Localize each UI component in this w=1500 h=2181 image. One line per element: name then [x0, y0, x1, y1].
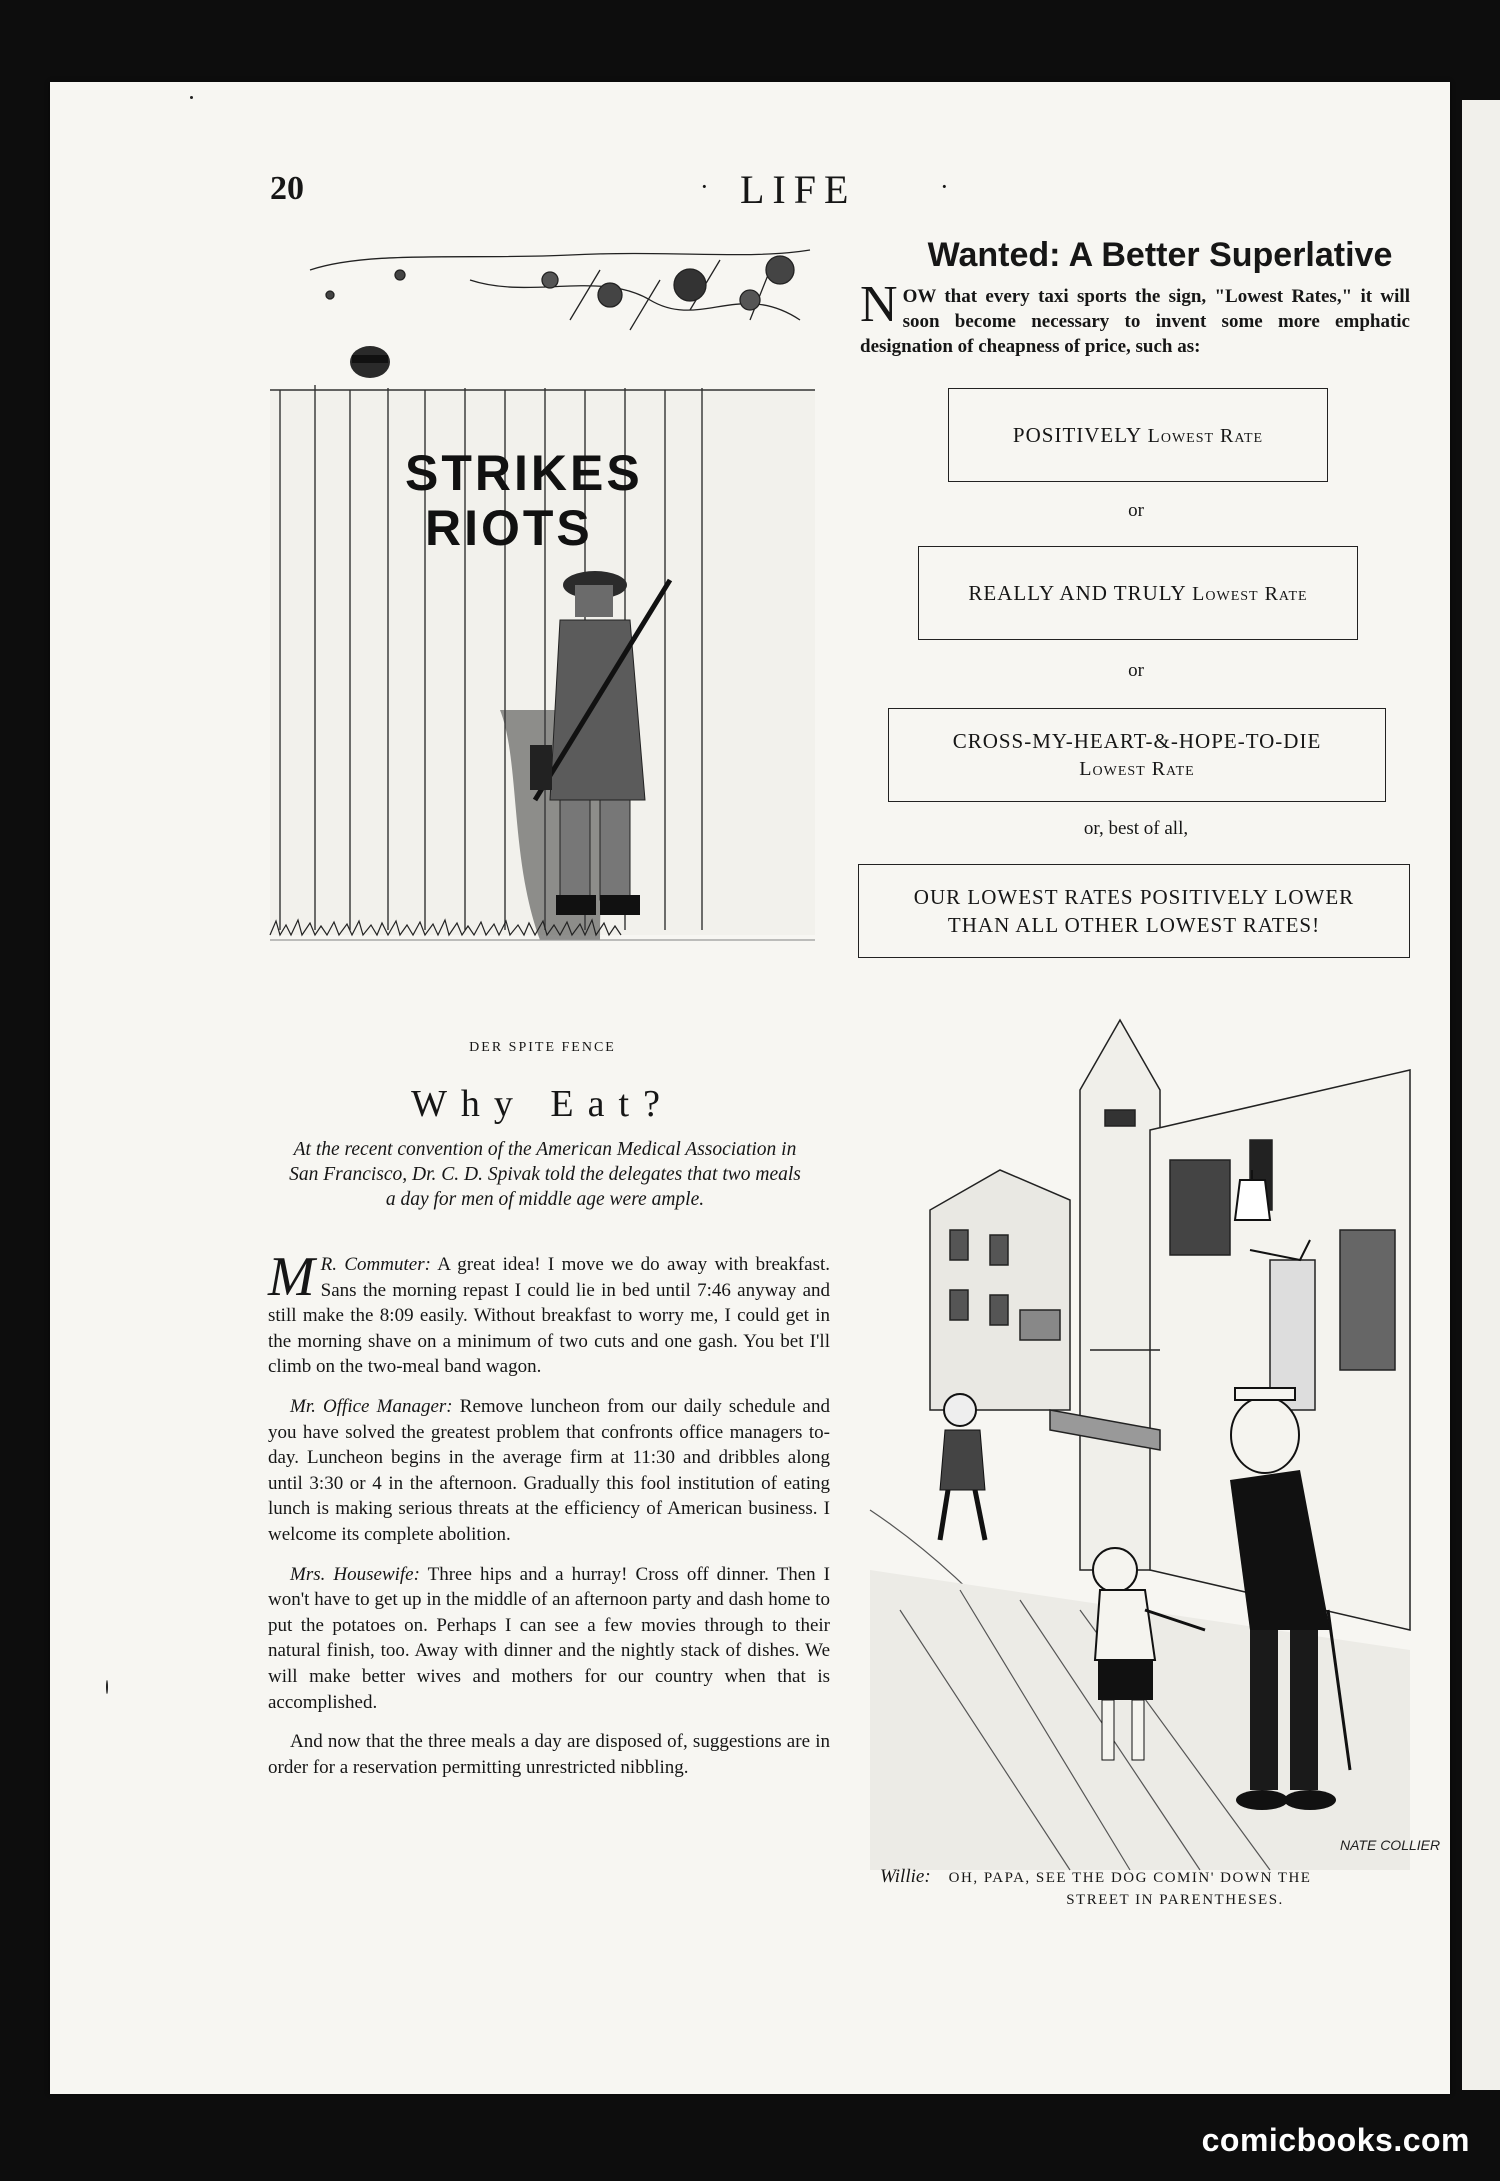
rate-box-line	[949, 421, 1327, 450]
caption-line2: STREET IN PARENTHESES.	[1066, 1892, 1284, 1908]
rate-box-lowest-rates	[858, 864, 1410, 958]
spite-fence-cartoon	[270, 240, 815, 1030]
rate-box-cross-my-heart	[888, 708, 1386, 802]
facing-page-edge	[1462, 100, 1500, 2090]
caption-speaker: Willie:	[880, 1866, 931, 1887]
rate-box-positively	[948, 388, 1328, 482]
rate-box-line2: THAN ALL OTHER LOWEST RATES!	[947, 913, 1321, 937]
speaker-commuter: R. Commuter:	[320, 1254, 431, 1275]
superlative-title: Wanted: A Better Superlative	[927, 236, 1393, 274]
rate-box-really-truly	[918, 546, 1358, 640]
paragraph-text: A great idea! I move we do away with breakfast. Sans the morning repast I could lie in bed until 7:46 anyway and still make the 8:09 easily. Without breakfast to worry me, I could get in the morning shave on a minimum of two cuts and one gash. You bet I'll climb on the two-meal band wagon.	[268, 1254, 830, 1378]
rate-box-main: OUR LOWEST RATES POSITIVELY LOWER	[913, 885, 1355, 909]
masthead-dot-right: ·	[940, 172, 949, 201]
paragraph-text: Remove luncheon from our daily schedule and you have solved the greatest problem that confronts office managers to-day. Luncheon begins in the average firm at 11:30 and dribbles along until 3:30 or 4 in the afternoon. Gradually this fool institution of eating lunch is making serious threats at the efficiency of American business. I welcome its complete abolition.	[268, 1395, 830, 1545]
fence-cartoon-caption: DER SPITE FENCE	[469, 1040, 616, 1055]
paragraph-text: Three hips and a hurray! Cross off dinner. Then I won't have to get up in the middle of an afternoon party and dash home to put the potatoes on. Perhaps I can see a few movies through to their natural finish, too. Away with dinner and the nightly stack of dishes. We will make better wives and mothers for our country when that is accomplished.	[268, 1563, 830, 1713]
paragraph-office-manager	[268, 1394, 830, 1548]
rate-box-small: Lowest Rate	[1147, 424, 1264, 447]
speck	[106, 1680, 108, 1694]
superlative-intro-text: OW that every taxi sports the sign, "Lowest Rates," it will soon become necessary to invent some more emphatic designation of cheapness of price, such as:	[860, 286, 1410, 357]
street-cartoon-caption	[880, 1866, 1410, 1911]
why-eat-intro: At the recent convention of the American Medical Association in San Francisco, Dr. C. D. Spivak told the delegates that two meals a day for men of middle age were ample.	[289, 1139, 801, 1210]
speaker-office-manager: Mr. Office Manager:	[290, 1395, 453, 1417]
rate-box-main: CROSS-MY-HEART-&-HOPE-TO-DIE	[952, 729, 1322, 753]
fence-sign-strikes: STRIKES	[405, 445, 643, 501]
page-number: 20	[270, 170, 304, 207]
street-cartoon	[870, 1010, 1441, 1870]
masthead-dot-left: ·	[700, 172, 709, 201]
magazine-title: LIFE	[740, 167, 857, 212]
dropcap-m: M	[268, 1246, 315, 1308]
fence-sign-riots: RIOTS	[425, 500, 593, 556]
why-eat-title: Why Eat?	[411, 1083, 674, 1125]
peeking-man-illustration	[350, 346, 390, 378]
man-on-street-illustration	[940, 1394, 985, 1540]
tree-foliage-illustration	[310, 250, 810, 330]
superlative-intro	[860, 276, 1410, 359]
caption-line1: OH, PAPA, SEE THE DOG COMIN' DOWN THE	[948, 1870, 1312, 1886]
paragraph-text: And now that the three meals a day are disposed of, suggestions are in order for a reservation permitting unrestricted nibbling.	[268, 1731, 830, 1778]
connector-or-1: or	[1128, 500, 1144, 521]
speck	[190, 96, 193, 99]
paragraph-conclusion	[268, 1729, 830, 1780]
rate-box-small: Lowest Rate	[1079, 758, 1195, 780]
rate-box-line	[919, 579, 1357, 608]
paragraph-housewife	[268, 1562, 830, 1716]
rate-box-main: POSITIVELY	[1012, 422, 1142, 447]
rate-box-small: Lowest Rate	[1192, 582, 1308, 605]
connector-best-of-all: or, best of all,	[1083, 818, 1189, 839]
dropcap-n: N	[860, 276, 898, 333]
connector-or-2: or	[1128, 660, 1144, 681]
artist-signature: NATE COLLIER	[1340, 1837, 1441, 1853]
paragraph-commuter	[268, 1246, 830, 1380]
rate-box-main: REALLY AND TRULY	[968, 580, 1186, 605]
why-eat-body	[268, 1246, 830, 1794]
speaker-housewife: Mrs. Housewife:	[290, 1563, 420, 1585]
site-watermark: comicbooks.com	[1201, 2122, 1470, 2158]
buildings-illustration	[930, 1020, 1410, 1630]
